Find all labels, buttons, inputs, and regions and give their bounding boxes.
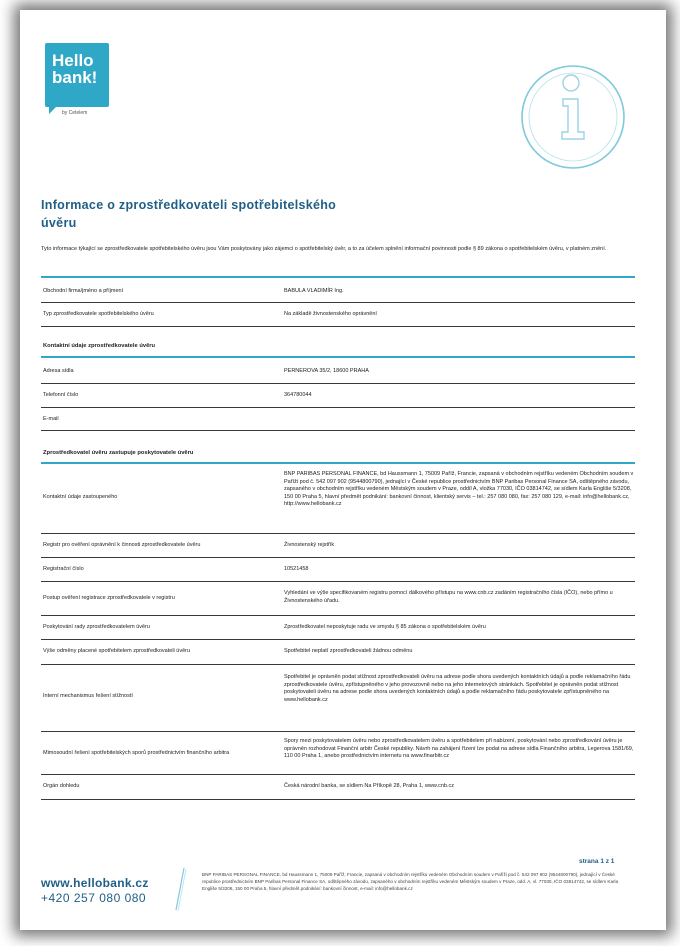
page-number: strana 1 z 1 — [579, 858, 615, 865]
table-row — [41, 466, 635, 534]
logo-line1: Hello — [52, 51, 94, 70]
logo-line2: bank! — [52, 68, 98, 87]
row-value: Na základě živnostenského oprávnění — [284, 311, 377, 317]
table-row — [41, 558, 635, 582]
table-row — [41, 640, 635, 665]
table-row — [41, 775, 635, 800]
row-label: Registr pro ověření oprávnění k činnosti zprostředkovatele úvěru — [43, 542, 201, 548]
table-row — [41, 665, 635, 732]
logo-tail — [49, 107, 56, 114]
row-label: Mimosoudní řešení spotřebitelských sporů prostřednictvím finančního arbitra — [43, 750, 230, 756]
footer-url: www.hellobank.cz — [41, 876, 149, 890]
section-heading-contact: Kontaktní údaje zprostředkovatele úvěru — [43, 343, 156, 349]
row-label: Telefonní číslo — [43, 392, 79, 398]
row-label: Poskytování rady zprostředkovatelem úvěru — [43, 624, 150, 630]
row-label: E-mail — [43, 416, 59, 422]
logo-subtitle: by Cetelem — [62, 110, 88, 116]
row-value: Spotřebitel neplatí zprostředkovateli žádnou odměnu — [284, 648, 413, 654]
section-rule — [41, 462, 635, 464]
row-value: BNP PARIBAS PERSONAL FINANCE, bd Haussmann 1, 75009 Paříž, Francie, zapsaná v obchodním rejstříku vedeném Obchodním soudem v Paříži pod č. 542 097 902 (9544800790), jednající v České republice prostřednictvím BNP Paribas Personal Finance SA, odštěpného závodu, zapsaného v obchodním rejstříku vedeném Městským soudem v Praze, oddíl A, vložka 77030, IČO 03814742, se sídlem Karla Engliše 5/3208, 150 00 Praha 5, hlavní předmět podnikání: bankovní činnost, klientský servis – tel.: 257 080 080, fax: 257 080 129, e-mail: info@hellobank.cz, http://www.hellobank.cz — [284, 471, 634, 507]
section-heading-lender: Zprostředkovatel úvěru zastupuje poskytovatele úvěru — [43, 450, 194, 456]
table-row — [41, 732, 635, 775]
table-row — [41, 582, 635, 616]
row-value: Česká národní banka, se sídlem Na Příkopě 28, Praha 1, www.cnb.cz — [284, 783, 454, 789]
intro-text: Tyto informace týkající se zprostředkovatele spotřebitelského úvěru jsou Vám poskytovány jako zájemci o spotřebitelský úvěr, a to za účelem splnění informační povinnosti podle § 89 zákona o spotřebitelském úvěru, v platném znění. — [41, 246, 607, 252]
info-icon — [514, 58, 632, 176]
table-row — [41, 360, 635, 384]
table-row — [41, 408, 635, 431]
row-value: Spotřebitel je oprávněn podat stížnost zprostředkovateli úvěru na adrese podle shora uvedených kontaktních údajů a podle reklamačního řádu zprostředkovatele úvěru, zpřístupněného v jeho provozovně nebo na jeho internetových stránkách. Spotřebitel je oprávněn podat stížnost poskytovateli úvěru na adrese podle shora uvedených kontaktních údajů a podle reklamačního řádu poskytovatele zpřístupněného na www.hellobank.cz — [284, 674, 631, 703]
row-label: Registrační číslo — [43, 566, 84, 572]
section-rule — [41, 356, 635, 358]
row-label: Kontaktní údaje zastoupeného — [43, 494, 118, 500]
footer-phone: +420 257 080 080 — [41, 891, 147, 905]
row-value: Vyhledání ve výše specifikovaném registru pomocí dálkového přístupu na www.cnb.cz zadáním registračního čísla (IČO), nebo přímo u Živnostenského úřadu. — [284, 590, 613, 604]
footer-legal-text: BNP PARIBAS PERSONAL FINANCE, bd Haussmann 1, 75009 Paříž, Francie, zapsaná v obchodním rejstříku vedeném Obchodním soudem v Paříži pod č. 542 097 902 (9544800790), jednající v České republice prostřednictvím BNP Paribas Personal Finance SA, odštěpného závodu, zapsaného v obchodním rejstříku vedeném Městským soudem v Praze, odd. A, vl. 77030, IČO 03814742, se sídlem Karla Engliše 5/3208, 150 00 Praha 5, hlavní předmět podnikání: bankovní činnost, e-mail: info@hellobank.cz — [202, 872, 619, 891]
row-label: Orgán dohledu — [43, 783, 80, 789]
row-value: Spory mezi poskytovatelem úvěru nebo zprostředkovatelem úvěru a spotřebitelem při nabízení, poskytování nebo zprostředkování úvěru je oprávněn rozhodovat Finanční arbitr České republiky. Návrh na zahájení řízení lze podat na adrese sídla Finančního arbitra, Legerova 1581/69, 110 00 Praha 1, anebo prostřednictvím internetu na www.finarbitr.cz — [284, 738, 634, 759]
row-value: Zprostředkovatel neposkytuje radu ve smyslu § 85 zákona o spotřebitelském úvěru — [284, 624, 486, 630]
row-value: Živnostenský rejstřík — [284, 542, 335, 548]
row-value: BABULA VLADIMÍR Ing. — [284, 288, 344, 294]
row-label: Interní mechanismus řešení stížností — [43, 693, 133, 699]
pen-icon — [172, 866, 188, 912]
document-page — [20, 10, 666, 930]
row-value: PERNEROVA 35/2, 18600 PRAHA — [284, 368, 369, 374]
table-row — [41, 384, 635, 408]
hellobank-logo — [45, 43, 109, 107]
section-rule — [41, 276, 635, 278]
row-label: Obchodní firma/jméno a příjmení — [43, 288, 124, 294]
table-row — [41, 280, 635, 303]
row-label: Typ zprostředkovatele spotřebitelského úvěru — [43, 311, 154, 317]
row-value: 364780044 — [284, 392, 312, 398]
row-label: Adresa sídla — [43, 368, 74, 374]
table-row — [41, 303, 635, 327]
document-title: Informace o zprostředkovateli spotřebitelského úvěru — [41, 198, 337, 230]
row-value: 10521458 — [284, 566, 309, 572]
row-label: Výše odměny placené spotřebitelem zprostředkovateli úvěru — [43, 648, 191, 654]
table-row — [41, 616, 635, 640]
row-label: Postup ověření registrace zprostředkovatele v registru — [43, 595, 175, 601]
table-row — [41, 534, 635, 558]
